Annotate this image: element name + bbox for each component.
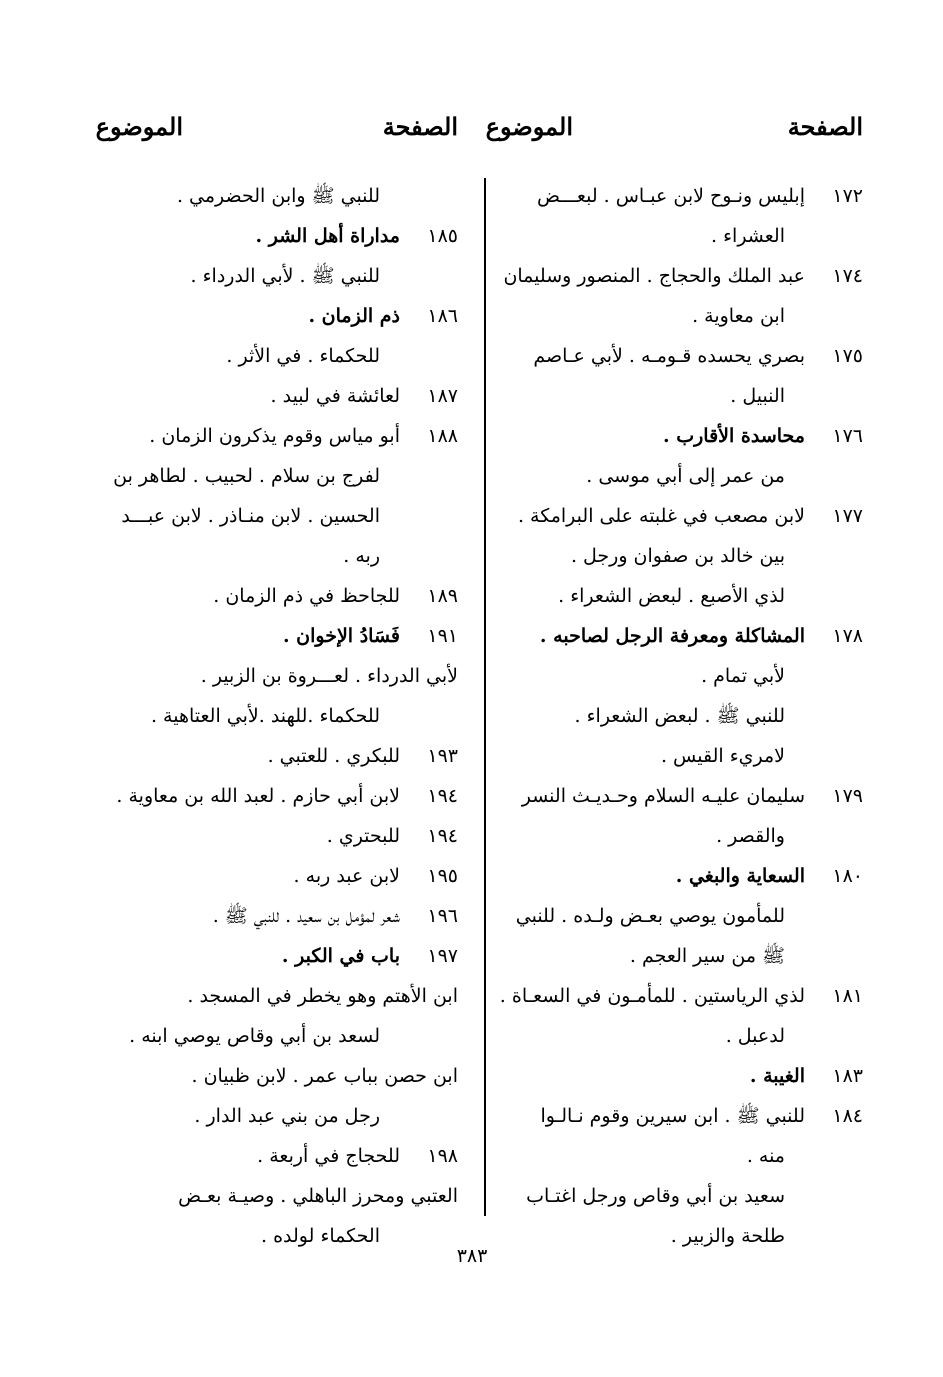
continuation-line xyxy=(493,536,863,576)
page-number: ٣٨٣ xyxy=(456,1245,488,1267)
page-ref-number: ١٨٩ xyxy=(427,585,458,607)
continuation-line xyxy=(493,456,863,496)
entry-text: للنبي ﷺ . ابن سيرين وقوم نـالـوا xyxy=(540,1105,805,1127)
entry-text: منه . xyxy=(746,1145,785,1167)
entry-line xyxy=(88,576,458,616)
continuation-line xyxy=(493,296,863,336)
entry-text: العشراء . xyxy=(711,225,785,247)
page-ref-number: ١٨٠ xyxy=(832,865,863,887)
entry-text: ابن الأهتم وهو يخطر في المسجد . xyxy=(187,985,458,1007)
entry-text: الحسين . لابن منـاذر . لابن عبـــد xyxy=(121,505,380,527)
entry-text: رجل من بني عبد الدار . xyxy=(194,1105,380,1127)
header-page-right: الصفحة xyxy=(787,112,863,141)
topic-line xyxy=(88,616,458,656)
page-ref-number: ١٩٤ xyxy=(427,785,458,807)
page-ref-number: ١٧٩ xyxy=(832,785,863,807)
continuation-line xyxy=(493,216,863,256)
entry-text: لذي الرياستين . للمأمـون في السعـاة . xyxy=(499,985,805,1007)
page-ref-number: ١٩٧ xyxy=(427,945,458,967)
page-ref-number: ١٧٥ xyxy=(832,345,863,367)
entry-text: لامريء القيس . xyxy=(660,745,785,767)
entry-text: ابن معاوية . xyxy=(692,305,785,327)
page-ref-number: ١٧٢ xyxy=(832,185,863,207)
page-ref-number: ١٨١ xyxy=(832,985,863,1007)
entry-text: للحكماء .للهند .لأبي العتاهية . xyxy=(150,705,380,727)
entry-text: العتبي ومحرز الباهلي . وصيـة بعـض xyxy=(178,1185,458,1207)
entry-text: لعائشة في لبيد . xyxy=(270,385,400,407)
continuation-line xyxy=(88,696,458,736)
page-ref-number: ١٨٥ xyxy=(427,225,458,247)
entry-text: الحكماء لولده . xyxy=(261,1225,380,1247)
continuation-line xyxy=(493,576,863,616)
entry-text: سعيد بن أبي وقاص ورجل اغتـاب xyxy=(526,1185,785,1207)
entry-text: النبيل . xyxy=(730,385,785,407)
topic-line xyxy=(88,216,458,256)
entry-text: للبحتري . xyxy=(326,825,400,847)
entry-text: للبكري . للعتبي . xyxy=(267,745,400,767)
index-column-right xyxy=(493,176,863,1256)
entry-line xyxy=(493,1096,863,1136)
entry-line xyxy=(88,376,458,416)
entry-line xyxy=(493,256,863,296)
continuation-line xyxy=(493,1016,863,1056)
entry-text: للحجاج في أربعة . xyxy=(257,1145,400,1167)
page-ref-number: ١٨٣ xyxy=(832,1065,863,1087)
page-ref-number: ١٩١ xyxy=(427,625,458,647)
entry-text: للنبي ﷺ وابن الحضرمي . xyxy=(176,185,380,207)
continuation-line xyxy=(88,656,458,696)
continuation-line xyxy=(493,816,863,856)
entry-text: لابن أبي حازم . لعبد الله بن معاوية . xyxy=(116,785,400,807)
entry-text: لابن عبد ربه . xyxy=(293,865,400,887)
page-ref-number: ١٩٣ xyxy=(427,745,458,767)
page-ref-number: ١٩٨ xyxy=(427,1145,458,1167)
entry-text: السعاية والبغي . xyxy=(675,865,805,887)
entry-text: المشاكلة ومعرفة الرجل لصاحبه . xyxy=(539,625,805,647)
continuation-line xyxy=(88,176,458,216)
continuation-line xyxy=(88,1016,458,1056)
entry-line xyxy=(88,736,458,776)
continuation-line xyxy=(88,336,458,376)
page-ref-number: ١٧٧ xyxy=(832,505,863,527)
entry-text: بصري يحسده قـومـه . لأبي عـاصم xyxy=(533,345,805,367)
entry-line xyxy=(88,776,458,816)
entry-text: لسعد بن أبي وقاص يوصي ابنه . xyxy=(129,1025,380,1047)
entry-text: ﷺ من سير العجم . xyxy=(629,945,785,967)
page-ref-number: ١٨٧ xyxy=(427,385,458,407)
entry-text: والقصر . xyxy=(716,825,785,847)
entry-line xyxy=(493,336,863,376)
continuation-line xyxy=(88,1096,458,1136)
continuation-line xyxy=(88,976,458,1016)
entry-text: ذم الزمان . xyxy=(308,305,400,327)
continuation-line xyxy=(88,536,458,576)
topic-line xyxy=(493,616,863,656)
page-ref-number: ١٨٨ xyxy=(427,425,458,447)
topic-line xyxy=(493,856,863,896)
page-ref-number: ١٩٥ xyxy=(427,865,458,887)
topic-line xyxy=(493,416,863,456)
entry-text: طلحة والزبير . xyxy=(670,1225,785,1247)
entry-line xyxy=(88,816,458,856)
page-ref-number: ١٨٤ xyxy=(832,1105,863,1127)
header-page-left: الصفحة xyxy=(382,112,458,141)
entry-text: لفرج بن سلام . لحبيب . لطاهر بن xyxy=(113,465,380,487)
continuation-line xyxy=(88,256,458,296)
entry-text: سليمان عليـه السلام وحـديـث النسر xyxy=(521,785,805,807)
topic-line xyxy=(493,1056,863,1096)
entry-text: لأبي تمام . xyxy=(701,665,785,687)
continuation-line xyxy=(493,1136,863,1176)
continuation-line xyxy=(493,936,863,976)
continuation-line xyxy=(88,1176,458,1216)
entry-text: ابن حصن بباب عمر . لابن ظبيان . xyxy=(191,1065,458,1087)
entry-text: لابن مصعب في غلبته على البرامكة . xyxy=(517,505,805,527)
continuation-line xyxy=(493,656,863,696)
entry-text: للمأمون يوصي بعـض ولـده . للنبي xyxy=(515,905,785,927)
header-topic-left: الموضوع xyxy=(95,112,183,141)
continuation-line xyxy=(493,896,863,936)
entry-text: شعر لمؤمل بن سعيد . للنبي ﷺ . xyxy=(212,905,400,927)
entry-text: فَسَادُ الإخوان . xyxy=(282,625,400,647)
entry-text: لذي الأصبع . لبعض الشعراء . xyxy=(558,585,785,607)
continuation-line xyxy=(88,1216,458,1256)
entry-text: عبد الملك والحجاج . المنصور وسليمان xyxy=(503,265,805,287)
entry-line xyxy=(88,416,458,456)
entry-text: للجاحظ في ذم الزمان . xyxy=(213,585,400,607)
entry-line xyxy=(493,776,863,816)
continuation-line xyxy=(493,736,863,776)
continuation-line xyxy=(88,1056,458,1096)
column-divider xyxy=(484,178,486,1216)
continuation-line xyxy=(88,496,458,536)
continuation-line xyxy=(493,1216,863,1256)
entry-text: الغيبة . xyxy=(749,1065,805,1087)
continuation-line xyxy=(493,696,863,736)
continuation-line xyxy=(493,1176,863,1216)
entry-text: باب في الكبر . xyxy=(281,945,400,967)
entry-line xyxy=(493,976,863,1016)
topic-line xyxy=(88,936,458,976)
entry-text: مداراة أهل الشر . xyxy=(255,225,400,247)
index-column-left xyxy=(88,176,458,1256)
page-ref-number: ١٩٤ xyxy=(427,825,458,847)
continuation-line xyxy=(493,376,863,416)
entry-text: من عمر إلى أبي موسى . xyxy=(586,465,785,487)
entry-line xyxy=(88,856,458,896)
page-ref-number: ١٧٨ xyxy=(832,625,863,647)
entry-text: لدعبل . xyxy=(725,1025,785,1047)
entry-line xyxy=(493,496,863,536)
page-ref-number: ١٧٦ xyxy=(832,425,863,447)
entry-text: لأبي الدرداء . لعـــروة بن الزبير . xyxy=(200,665,458,687)
header-topic-right: الموضوع xyxy=(485,112,573,141)
entry-text: للنبي ﷺ . لأبي الدرداء . xyxy=(190,265,380,287)
entry-text: أبو مياس وقوم يذكرون الزمان . xyxy=(149,425,400,447)
topic-line xyxy=(88,296,458,336)
entry-text: للحكماء . في الأثر . xyxy=(226,345,380,367)
page-ref-number: ١٧٤ xyxy=(832,265,863,287)
entry-line xyxy=(88,1136,458,1176)
page-ref-number: ١٨٦ xyxy=(427,305,458,327)
entry-text: محاسدة الأقارب . xyxy=(663,425,805,447)
entry-line xyxy=(493,176,863,216)
entry-text: للنبي ﷺ . لبعض الشعراء . xyxy=(574,705,785,727)
entry-line xyxy=(88,896,458,936)
entry-text: بين خالد بن صفوان ورجل . xyxy=(570,545,785,567)
continuation-line xyxy=(88,456,458,496)
entry-text: إبليس ونـوح لابن عبـاس . لبعـــض xyxy=(536,185,805,207)
page-ref-number: ١٩٦ xyxy=(427,905,458,927)
entry-text: ربه . xyxy=(343,545,380,567)
